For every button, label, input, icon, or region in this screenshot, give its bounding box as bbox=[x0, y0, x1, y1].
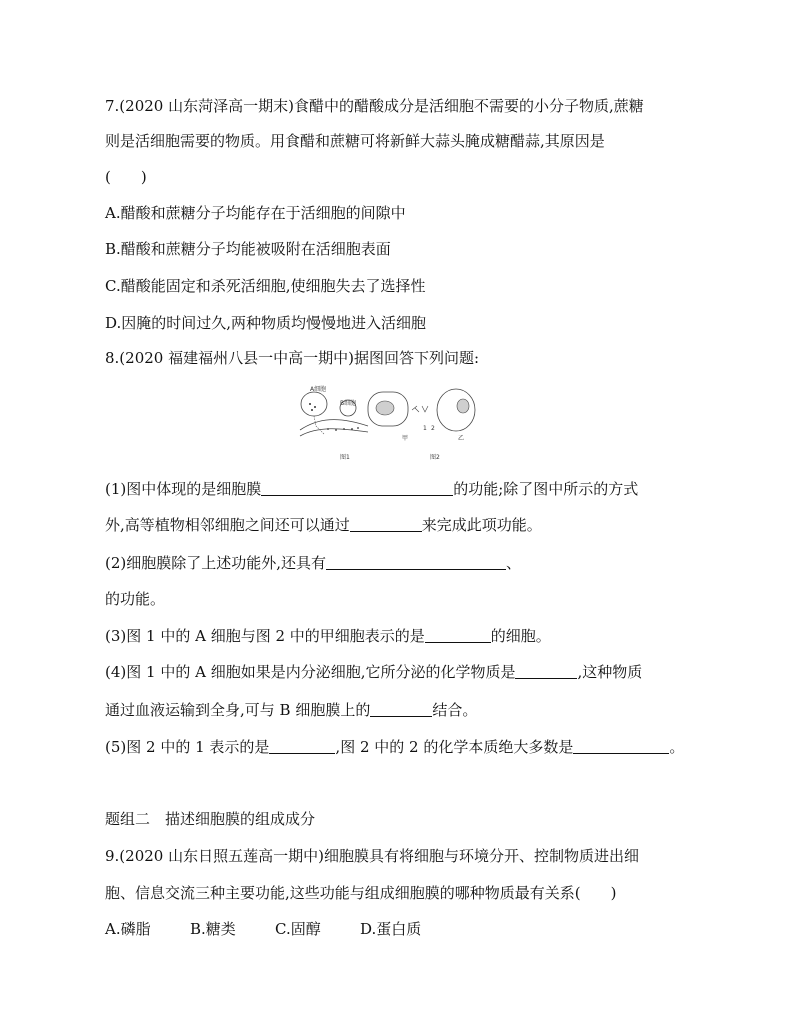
q8-part5: (5)图 2 中的 1 表示的是 ,图 2 中的 2 的化学本质绝大多数是 。 bbox=[105, 738, 685, 756]
label-2: 2 bbox=[431, 425, 435, 432]
q8-stem: 8.(2020 福建福州八县一中高一期中)据图回答下列问题: bbox=[105, 349, 480, 367]
q9-option-b: B.糖类 bbox=[190, 920, 236, 938]
cell-a-shape bbox=[301, 392, 327, 416]
signal-molecule bbox=[327, 428, 329, 430]
q9-line2: 胞、信息交流三种主要功能,这些功能与组成细胞膜的哪种物质最有关系( ) bbox=[105, 884, 617, 902]
q7-option-b: B.醋酸和蔗糖分子均能被吸附在活细胞表面 bbox=[105, 240, 391, 258]
cell-b-label: B细胞 bbox=[340, 400, 357, 407]
q7-option-c: C.醋酸能固定和杀死活细胞,使细胞失去了选择性 bbox=[105, 277, 426, 295]
q9-line1: 9.(2020 山东日照五莲高一期中)细胞膜具有将细胞与环境分开、控制物质进出细 bbox=[105, 847, 639, 865]
q8-part2-line2: 的功能。 bbox=[105, 590, 166, 608]
cell-a-label: A细胞 bbox=[310, 386, 327, 393]
q8-part4-line1: (4)图 1 中的 A 细胞如果是内分泌细胞,它所分泌的化学物质是 ,这种物质 bbox=[105, 663, 643, 681]
answer-blank[interactable] bbox=[350, 516, 422, 532]
signal-molecule bbox=[343, 428, 345, 430]
answer-blank[interactable] bbox=[269, 738, 335, 754]
cell-yi-nucleus bbox=[457, 399, 469, 413]
answer-blank[interactable] bbox=[425, 627, 491, 643]
q7-line2: 则是活细胞需要的物质。用食醋和蔗糖可将新鲜大蒜头腌成糖醋蒜,其原因是 bbox=[105, 132, 605, 150]
q9-option-d: D.蛋白质 bbox=[360, 920, 422, 938]
answer-blank[interactable] bbox=[515, 663, 577, 679]
signal-path bbox=[314, 416, 324, 434]
q8-part1-line1: (1)图中体现的是细胞膜 的功能;除了图中所示的方式 bbox=[105, 480, 639, 498]
q9-option-a: A.磷脂 bbox=[105, 920, 151, 938]
blood-vessel-wall bbox=[300, 429, 368, 436]
cell-signaling-figure bbox=[298, 382, 498, 464]
figure-1-caption: 图1 bbox=[340, 454, 350, 461]
q7-answer-paren: ( ) bbox=[105, 168, 147, 186]
answer-blank[interactable] bbox=[326, 554, 506, 570]
signal-molecule bbox=[351, 428, 353, 430]
cell-a-dot bbox=[314, 406, 316, 408]
cell-a-dot bbox=[309, 403, 311, 405]
signal-molecule bbox=[335, 429, 337, 431]
cell-jia-label: 甲 bbox=[402, 435, 409, 442]
q9-option-c: C.固醇 bbox=[275, 920, 321, 938]
cell-jia-nucleus bbox=[376, 401, 394, 415]
q8-part2-line1: (2)细胞膜除了上述功能外,还具有 、 bbox=[105, 554, 522, 572]
answer-blank[interactable] bbox=[261, 480, 453, 496]
q9-options bbox=[105, 919, 421, 939]
signal-molecule bbox=[357, 427, 359, 429]
figure-2-caption: 图2 bbox=[430, 454, 440, 461]
q7-option-d: D.因腌的时间过久,两种物质均慢慢地进入活细胞 bbox=[105, 314, 427, 332]
cell-yi-label: 乙 bbox=[458, 435, 465, 442]
cell-yi-shape bbox=[437, 389, 475, 431]
q7-option-a: A.醋酸和蔗糖分子均能存在于活细胞的间隙中 bbox=[105, 204, 406, 222]
cell-a-dot bbox=[311, 409, 313, 411]
answer-blank[interactable] bbox=[370, 701, 432, 717]
q8-part3: (3)图 1 中的 A 细胞与图 2 中的甲细胞表示的是 的细胞。 bbox=[105, 627, 551, 645]
q8-part4-line2: 通过血液运输到全身,可与 B 细胞膜上的 结合。 bbox=[105, 701, 478, 719]
label-1: 1 bbox=[423, 425, 427, 432]
section-title-group2: 题组二 描述细胞膜的组成成分 bbox=[105, 810, 316, 828]
receptor-mark bbox=[412, 406, 428, 412]
q7-line1: 7.(2020 山东菏泽高一期末)食醋中的醋酸成分是活细胞不需要的小分子物质,蔗糖 bbox=[105, 97, 644, 115]
answer-blank[interactable] bbox=[573, 738, 669, 754]
q8-part1-line2: 外,高等植物相邻细胞之间还可以通过 来完成此项功能。 bbox=[105, 516, 542, 534]
